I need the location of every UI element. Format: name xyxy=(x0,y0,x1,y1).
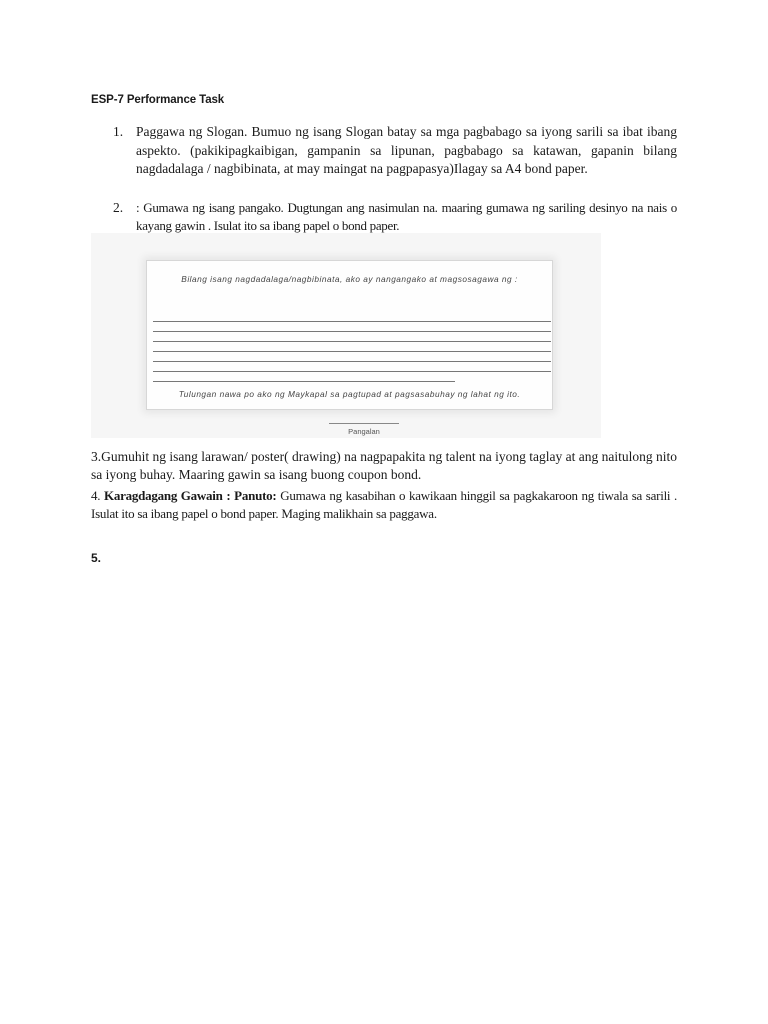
task-item-4 xyxy=(91,487,677,523)
pledge-blank-line xyxy=(153,331,551,332)
task-item-1-text: Paggawa ng Slogan. Bumuo ng isang Slogan batay sa mga pagbabago sa iyong sarili sa ibat ibang aspekto. (pakikipagkaibigan, gampanin sa lipunan, pagbabago sa katawan, gapanin bilang nagdadalaga / nagbibinata, at may maingat na pagpapasya)Ilagay sa A4 bond paper. xyxy=(136,124,677,176)
task-item-4-number: 4. xyxy=(91,488,101,503)
pledge-opening-text: Bilang isang nagdadalaga/nagbibinata, ako ay nangangako at magsosagawa ng : xyxy=(181,274,518,284)
pledge-card xyxy=(146,260,553,410)
signature-label: Pangalan xyxy=(348,427,380,436)
pledge-blank-line xyxy=(153,321,551,322)
task-item-2-text: : Gumawa ng isang pangako. Dugtungan ang nasimulan na. maaring gumawa ng sariling desinyo na nais o kayang gawin . Isulat ito sa ibang papel o bond paper. xyxy=(136,200,677,233)
task-item-5-number: 5. xyxy=(91,551,102,565)
task-item-2 xyxy=(91,199,677,235)
task-item-4-text: Gumawa ng kasabihan o kawikaan hinggil sa pagkakaroon ng tiwala sa sarili . Isulat ito sa ibang papel o bond paper. Maging malikhain sa paggawa. xyxy=(91,488,678,521)
task-item-1 xyxy=(91,123,677,199)
document-title: ESP-7 Performance Task xyxy=(91,94,225,106)
pledge-blank-line xyxy=(153,371,551,372)
signature-line xyxy=(329,423,399,424)
pledge-closing-text: Tulungan nawa po ako ng Maykapal sa pagtupad at pagsasabuhay ng lahat ng ito. xyxy=(178,389,521,399)
pledge-blank-line xyxy=(153,341,551,342)
task-item-2-number: 2. xyxy=(113,200,124,215)
pledge-image xyxy=(91,233,601,438)
pledge-blank-line xyxy=(153,351,551,352)
task-item-4-label: Karagdagang Gawain : Panuto: xyxy=(103,488,277,503)
pledge-blank-line xyxy=(153,361,551,362)
task-item-3-text: 3.Gumuhit ng isang larawan/ poster( drawing) na nagpapakita ng talent na iyong taglay at ang naitulong nito sa iyong buhay. Maaring gawin sa isang buong coupon bond. xyxy=(91,449,677,482)
task-item-1-number: 1. xyxy=(113,124,124,139)
pledge-blank-line xyxy=(153,381,455,382)
